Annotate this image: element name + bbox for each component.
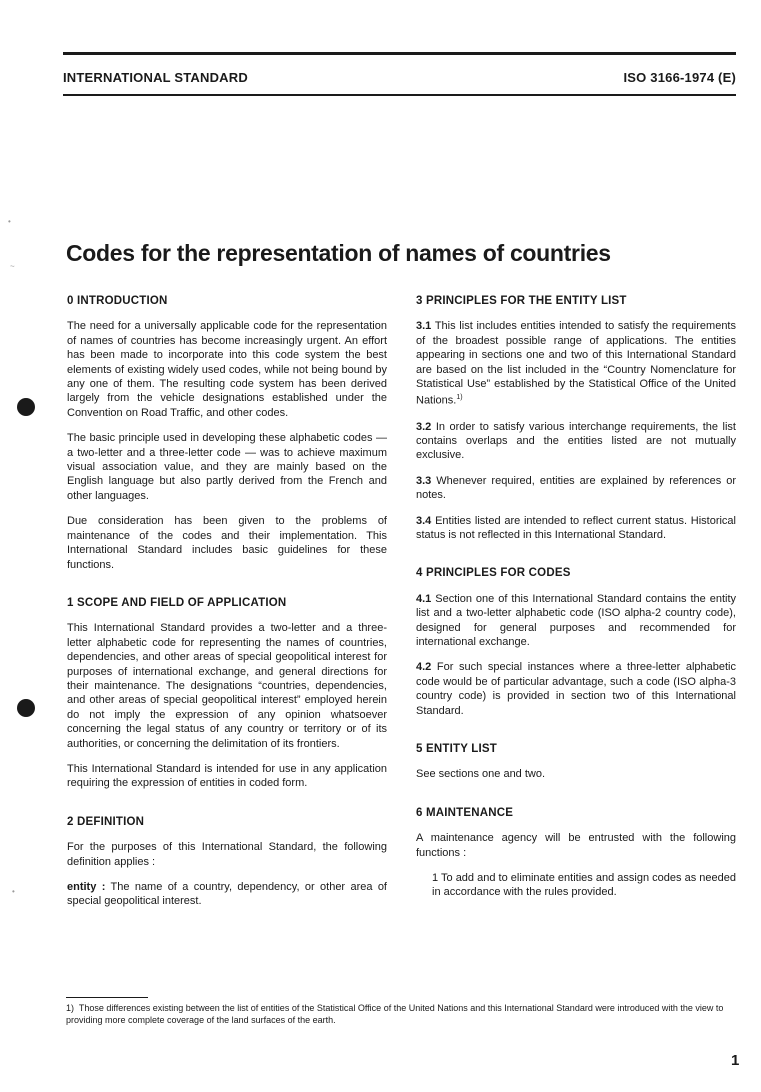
section-heading-entity-list: 5 ENTITY LIST [416,743,497,755]
spacer [416,649,736,660]
clause-4-2 [416,660,736,718]
footnote-reference: 1) [456,394,463,402]
clause-3-3 [416,474,736,503]
scan-speck: ~ [10,262,15,271]
definition-text: The name of a country, dependency, or other area of special geopolitical interest. [67,881,387,908]
section-heading-maintenance: 6 MAINTENANCE [416,806,514,819]
clause-text: Entities listed are intended to reflect current status. Historical status is not reflected in this International Standard. [416,514,736,541]
maintenance-paragraph: A maintenance agency will be entrusted with the following functions : [416,832,736,859]
clause-number: 4.2 [416,661,432,674]
definition-term: entity : [67,881,106,893]
clause-4-1 [416,592,736,650]
footnote-rule [66,997,148,998]
definition-paragraph: For the purposes of this International Standard, the following definition applies : [67,841,387,868]
right-column [416,294,736,900]
clause-number: 3.2 [416,420,432,433]
section-heading-scope: 1 SCOPE AND FIELD OF APPLICATION [67,596,287,609]
spacer [67,572,387,596]
section-heading-entity-principles: 3 PRINCIPLES FOR THE ENTITY LIST [416,295,627,307]
header-bottom-rule [63,94,736,96]
spacer [67,829,387,840]
footnote-marker: 1) [66,1003,75,1013]
spacer [67,503,387,514]
spacer [416,718,736,742]
punch-hole-upper [17,398,35,416]
spacer [416,409,736,420]
spacer [416,463,736,474]
clause-text: This list includes entities intended to satisfy the requirements of the broadest possible range of applications. The entities appearing in sections one and two of this International Standard are based on the list included in the “Country Nomenclature for Statistical Use” established by the Statistical Office of the United Nations. [416,320,736,408]
footnote [66,1002,738,1026]
clause-text: Whenever required, entities are explained by references or notes. [416,474,737,502]
spacer [67,420,387,431]
spacer [416,542,736,566]
entity-list-text: See sections one and two. [416,768,546,781]
scan-speck: • [8,217,11,226]
clause-text: For such special instances where a three-letter alphabetic code would be of particular advantage, such a code (ISO alpha-3 country code) is provided in section two of this International Standard. [416,661,736,717]
spacer [67,751,387,762]
section-heading-definition: 2 DEFINITION [67,815,145,828]
spacer [67,869,387,880]
scope-paragraph: This International Standard is intended for use in any application requiring the expression of entities in coded form. [67,762,387,790]
spacer [416,782,736,806]
clause-number: 4.1 [416,592,432,605]
footnote-text: Those differences existing between the list of entities of the Statistical Office of the United Nations and this International Standard were introduced with the view to providing more complete coverage of the land surfaces of the earth. [66,1003,724,1025]
clause-number: 3.3 [416,474,432,487]
intro-paragraph: Due consideration has been given to the problems of maintenance of the codes and their implementation. This International Standard includes basic guidelines for these functions. [67,515,387,571]
header-standard-label: INTERNATIONAL STANDARD [63,70,248,85]
section-heading-code-principles: 4 PRINCIPLES FOR CODES [416,567,571,580]
spacer [67,610,387,621]
clause-number: 3.4 [416,514,432,527]
spacer [416,308,736,319]
intro-paragraph: The need for a universally applicable code for the representation of names of countries has become increasingly urgent. An effort has been made to incorporate into this code system the best elements of existing widely used codes, while not being bound by any one of them. The resulting code system has been derived largely from the vehicle designations established under the Convention on Road Traffic, and other codes. [67,320,387,419]
header-document-id: ISO 3166-1974 (E) [623,70,736,85]
page-number: 1 [731,1052,740,1069]
scope-paragraph: This International Standard provides a two-letter and a three-letter alphabetic code for representing the names of countries, dependencies, and other areas of special geopolitical interest for purposes of international exchange, and general directions for their maintenance. The designations “countries, dependencies, and other areas of special geopolitical interest” employed herein do not imply the expression of any opinion whatsoever concerning the legal status of any country or territory or of its authorities, or concerning the delimitation of its frontiers. [67,622,387,750]
clause-3-4 [416,514,736,543]
spacer [67,791,387,815]
intro-paragraph: The basic principle used in developing these alphabetic codes — a two-letter and a three-letter code — was to achieve maximum visual association value, and they are mainly based on the English language but also partly derived from the French and other languages. [67,432,387,502]
clause-text: In order to satisfy various interchange requirements, the list contains overlaps and the entities listed are not mutually exclusive. [416,420,736,462]
punch-hole-lower [17,699,35,717]
spacer [67,308,387,319]
spacer [416,756,736,767]
header-top-rule [63,52,736,55]
document-title: Codes for the representation of names of countries [66,240,611,267]
clause-number: 3.1 [416,320,432,333]
clause-3-2 [416,420,736,463]
definition-entry [67,880,387,909]
spacer [416,503,736,514]
spacer [416,860,736,871]
clause-text: Section one of this International Standard contains the entity list and a two-letter alphabetic code (ISO alpha-2 country code), designed for general purposes and recommended for international exchange. [416,592,736,648]
spacer [416,581,736,592]
maintenance-item: 1 To add and to eliminate entities and assign codes as needed in accordance with the rules provided. [432,872,736,899]
section-heading-introduction: 0 INTRODUCTION [67,295,168,307]
scan-speck: • [12,887,15,896]
spacer [416,820,736,831]
clause-3-1 [416,319,736,408]
left-column [67,294,387,909]
